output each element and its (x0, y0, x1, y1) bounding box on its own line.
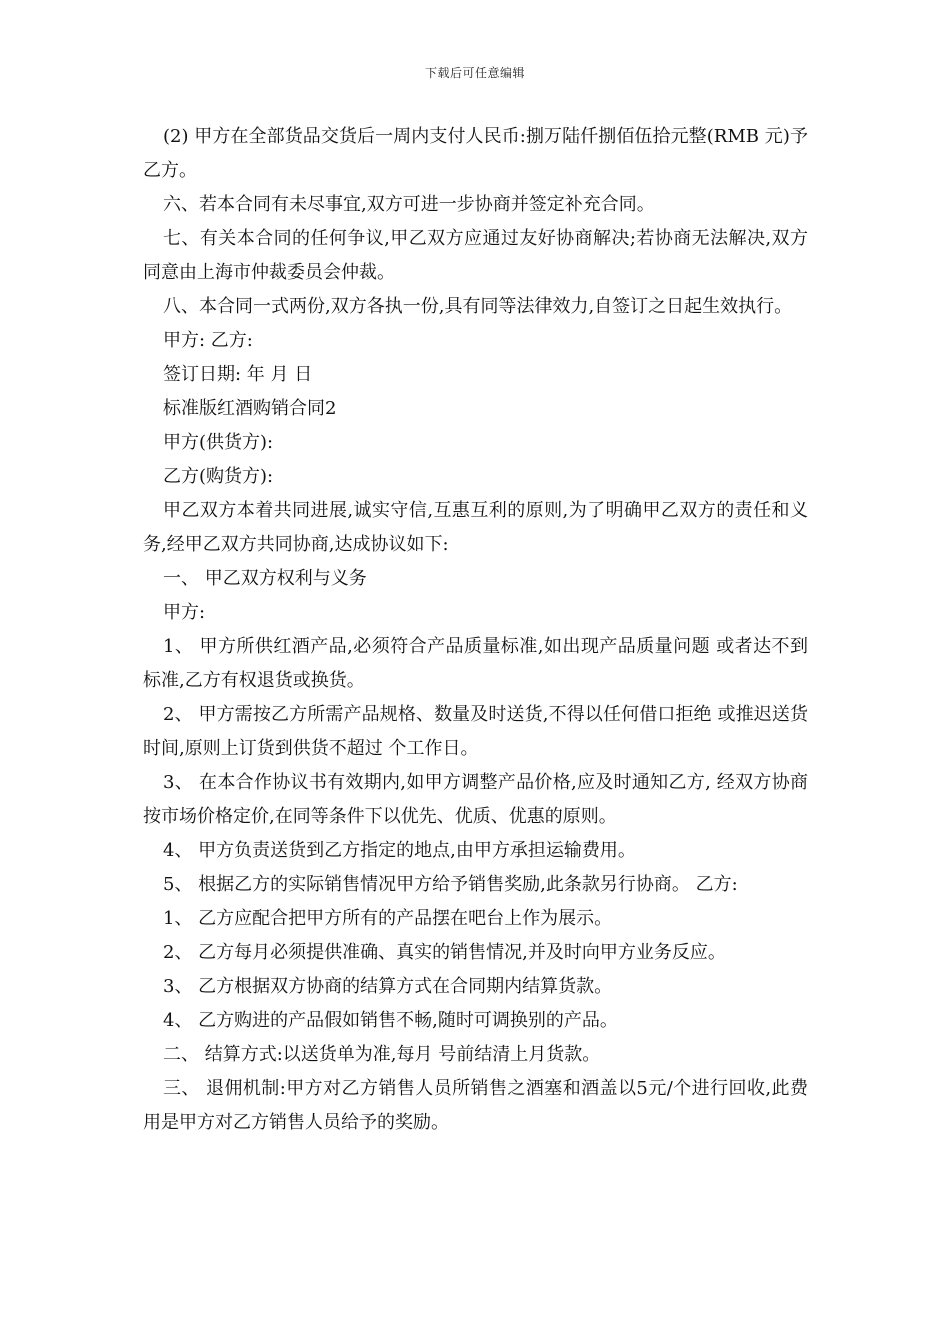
section-1-heading: 一、 甲乙双方权利与义务 (163, 568, 367, 589)
party-a-item-3: 3、 在本合作协议书有效期内,如甲方调整产品价格,应及时通知乙方, 经双方协商按市场价格定价,在同等条件下以优先、优质、优惠的原则。 (143, 772, 808, 827)
party-a-supplier: 甲方(供货方): (163, 432, 274, 453)
party-b-item-4: 4、 乙方购进的产品假如销售不畅,随时可调换别的产品。 (163, 1010, 618, 1031)
party-a-item-1: 1、 甲方所供红酒产品,必须符合产品质量标准,如出现产品质量问题 或者达不到标准,乙方有权退货或换货。 (143, 636, 808, 691)
contract-title: 标准版红酒购销合同2 (163, 398, 337, 419)
party-b-item-1: 1、 乙方应配合把甲方所有的产品摆在吧台上作为展示。 (163, 908, 613, 929)
paragraph-payment-2: (2) 甲方在全部货品交货后一周内支付人民币:捌万陆仟捌佰伍拾元整(RMB 元)予乙方。 (143, 126, 808, 181)
document-body (143, 120, 808, 1140)
signing-date: 签订日期: 年 月 日 (163, 364, 313, 385)
preamble: 甲乙双方本着共同进展,诚实守信,互惠互利的原则,为了明确甲乙双方的责任和义务,经甲乙双方共同协商,达成协议如下: (143, 500, 808, 555)
paragraph-clause-8: 八、本合同一式两份,双方各执一份,具有同等法律效力,自签订之日起生效执行。 (163, 296, 793, 317)
party-a-item-4: 4、 甲方负责送货到乙方指定的地点,由甲方承担运输费用。 (163, 840, 636, 861)
paragraph-clause-7: 七、有关本合同的任何争议,甲乙双方应通过友好协商解决;若协商无法解决,双方同意由上海市仲裁委员会仲裁。 (143, 228, 808, 283)
paragraph-clause-6: 六、若本合同有未尽事宜,双方可进一步协商并签定补充合同。 (163, 194, 655, 215)
party-a-heading: 甲方: (163, 602, 206, 623)
signature-parties: 甲方: 乙方: (163, 330, 253, 351)
page-header: 下载后可任意编辑 (424, 66, 525, 80)
party-b-item-2: 2、 乙方每月必须提供准确、真实的销售情况,并及时向甲方业务反应。 (163, 942, 726, 963)
section-2-settlement: 二、 结算方式:以送货单为准,每月 号前结清上月货款。 (163, 1044, 601, 1065)
section-3-rebate: 三、 退佣机制:甲方对乙方销售人员所销售之酒塞和酒盖以5元/个进行回收,此费用是甲方对乙方销售人员给予的奖励。 (143, 1078, 808, 1133)
party-a-item-5: 5、 根据乙方的实际销售情况甲方给予销售奖励,此条款另行协商。 乙方: (163, 874, 738, 895)
party-b-item-3: 3、 乙方根据双方协商的结算方式在合同期内结算货款。 (163, 976, 613, 997)
party-b-buyer: 乙方(购货方): (163, 466, 274, 487)
party-a-item-2: 2、 甲方需按乙方所需产品规格、数量及时送货,不得以任何借口拒绝 或推迟送货时间,原则上订货到供货不超过 个工作日。 (143, 704, 808, 759)
